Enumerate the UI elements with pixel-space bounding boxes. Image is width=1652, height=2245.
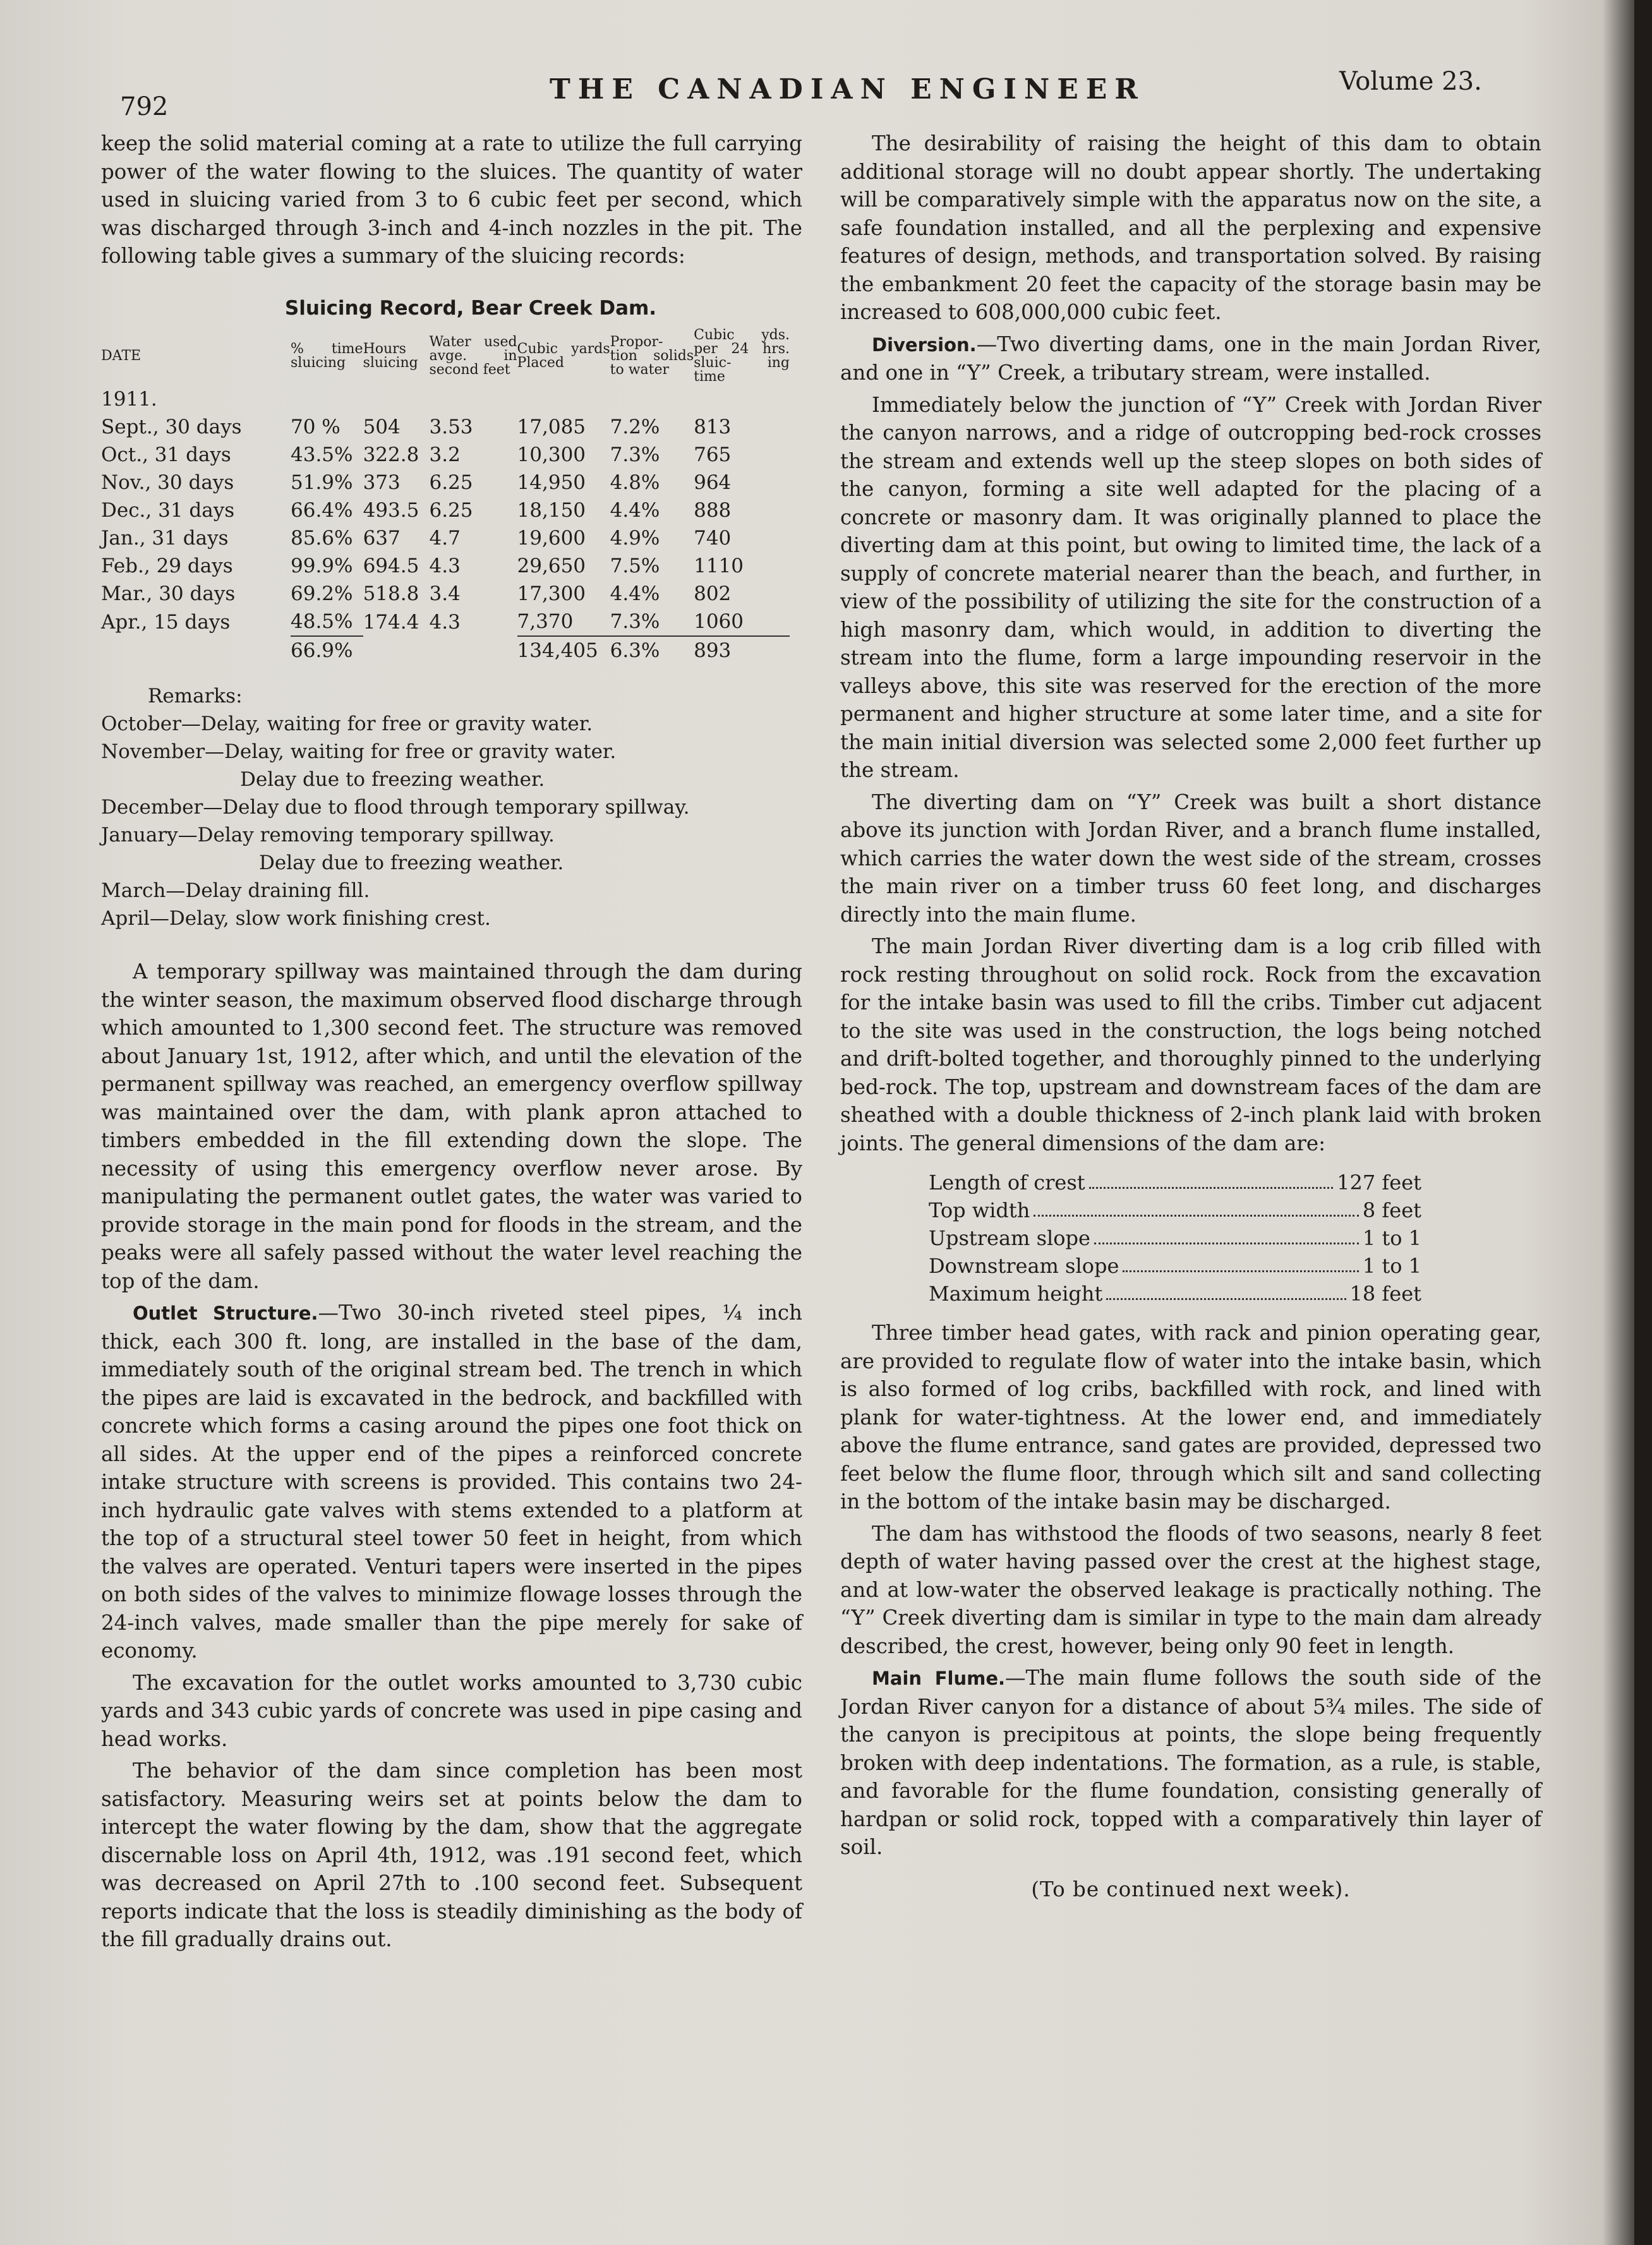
table-header-cell: DATE	[101, 348, 142, 364]
table-cell: Jan., 31 days	[101, 527, 229, 550]
table-cell: 174.4	[363, 610, 419, 634]
table-cell: 322.8	[363, 443, 419, 466]
dimension-label: Top width	[929, 1198, 1030, 1222]
dimensions-list	[929, 1169, 1421, 1308]
table-header-cell: Cubic yards Placed	[517, 341, 610, 371]
sluicing-table	[101, 327, 790, 665]
dimension-label: Upstream slope	[929, 1226, 1090, 1250]
table-cell: 99.9%	[291, 555, 353, 577]
table-cell: 17,085	[517, 416, 586, 438]
table-row	[101, 469, 790, 497]
dimension-label: Maximum height	[929, 1282, 1103, 1306]
dimension-row	[929, 1169, 1421, 1196]
continued-note: (To be continued next week).	[1031, 1877, 1351, 1901]
table-header-cell: Hours sluicing	[363, 341, 418, 371]
binding-shadow	[1634, 0, 1652, 2245]
table-cell: 740	[694, 527, 732, 550]
table-cell: 637	[363, 527, 401, 550]
leader-dots	[1094, 1224, 1359, 1244]
table-cell: 7.2%	[610, 416, 660, 438]
table-cell: 518.8	[363, 582, 419, 605]
remark-line: January—Delay removing temporary spillway.	[101, 824, 555, 846]
table-header-cell: Water used avge. in second feet	[429, 334, 517, 378]
table-total-cell	[430, 636, 517, 665]
table-cell: Dec., 31 days	[101, 499, 235, 522]
table-cell: 18,150	[517, 499, 586, 522]
table-body	[101, 385, 790, 665]
dimension-value: 127 feet	[1337, 1171, 1421, 1195]
table-row	[101, 524, 790, 552]
table-cell: 10,300	[517, 443, 586, 466]
table-cell: 964	[694, 471, 732, 494]
table-cell: Feb., 29 days	[101, 555, 233, 577]
table-row	[101, 497, 790, 524]
table-total-cell: 893	[694, 636, 790, 665]
behavior-paragraph: The behavior of the dam since completion has been most satisfactory. Measuring weirs set at points below the dam to intercept the water flowing by the dam, show that the aggregate discernable loss on April 4th, 1912, was .191 second feet, which was decreased on April 27th to .100 second feet. Subsequent reports indicate that the loss is steadily diminishing as the body of the fill gradually drains out.	[101, 1759, 802, 1951]
diversion-text: —Two diverting dams, one in the main Jordan River, and one in “Y” Creek, a tributary stream, were installed.	[840, 332, 1541, 385]
table-cell: 3.2	[429, 443, 461, 466]
table-cell: 373	[363, 471, 401, 494]
dimension-value: 1 to 1	[1362, 1254, 1421, 1278]
table-cell: 694.5	[363, 555, 419, 577]
table-cell: 3.53	[429, 416, 473, 438]
table-total-cell	[101, 636, 291, 665]
excavation-paragraph: The excavation for the outlet works amounted to 3,730 cubic yards and 343 cubic yards of concrete was used in pipe casing and head works.	[101, 1670, 802, 1751]
withstood-paragraph: The dam has withstood the floods of two seasons, nearly 8 feet depth of water having passed over the crest at the highest stage, and at low-water the observed leakage is practically nothing. The “Y” Creek diverting dam is similar in type to the main dam already described, the crest, however, being only 90 feet in length.	[840, 1521, 1541, 1658]
table-cell: 1060	[694, 610, 744, 633]
outlet-heading: Outlet Structure.	[133, 1303, 318, 1324]
intro-paragraph: keep the solid material coming at a rate to utilize the full carrying power of the water flowing to the sluices. The quantity of water used in sluicing varied from 3 to 6 cubic feet per second, which was discharged through 3-inch and 4-inch nozzles in the pit. The following table gives a summary of the sluicing records:	[101, 131, 802, 268]
table-header-cell: Propor- tion solids to water	[610, 334, 694, 378]
table-cell: 19,600	[517, 527, 586, 550]
table-cell: 4.8%	[610, 471, 660, 494]
table-cell: 7,370	[517, 610, 574, 633]
table-row	[101, 552, 790, 580]
table-header-cell: % time sluicing	[291, 341, 363, 371]
table-totals-row	[101, 636, 790, 665]
crib-paragraph: The main Jordan River diverting dam is a log crib filled with rock resting throughout on solid rock. Rock from the excavation for the intake basin was used to fill the cribs. Timber cut adjacent to the site was used in the construction, the logs being notched and drift-bolted together, and thoroughly pinned to the underlying bed-rock. The top, upstream and downstream faces of the dam are sheathed with a double thickness of 2-inch plank laid with broken joints. The general dimensions of the dam are:	[840, 934, 1541, 1155]
dimension-row	[929, 1280, 1421, 1308]
dimension-label: Length of crest	[929, 1171, 1085, 1195]
outlet-text: —Two 30-inch riveted steel pipes, ¼ inch thick, each 300 ft. long, are installed in the base of the dam, immediately south of the original stream bed. The trench in which the pipes are laid is excavated in the bedrock, and backfilled with concrete which forms a casing around the pipes one foot thick on all sides. At the upper end of the pipes a reinforced concrete intake structure with screens is provided. This contains two 24-inch hydraulic gate valves with stems extended to a platform at the top of a structural steel tower 50 feet in height, from which the valves are operated. Venturi tapers were inserted in the pipes on both sides of the valves to minimize flowage losses through the 24-inch valves, made smaller than the pipe merely for sake of economy.	[101, 1301, 802, 1663]
table-header-cell: Cubic yds. per 24 hrs. sluic- ing time	[694, 327, 790, 385]
dimension-label: Downstream slope	[929, 1254, 1119, 1278]
table-cell: 504	[363, 416, 401, 438]
table-cell: 85.6%	[291, 527, 353, 550]
ycreek-paragraph: The diverting dam on “Y” Creek was built a short distance above its junction with Jordan River, and a branch flume installed, which carries the water down the west side of the stream, crosses the main river on a timber truss 60 feet long, and discharges directly into the main flume.	[840, 790, 1541, 927]
table-cell: 765	[694, 443, 732, 466]
page-header	[0, 61, 1652, 121]
journal-title: THE CANADIAN ENGINEER	[550, 73, 1145, 105]
table-cell: 43.5%	[291, 443, 353, 466]
table-cell: 4.3	[429, 610, 461, 634]
table-cell: 6.25	[429, 471, 473, 494]
remark-line: December—Delay due to flood through temporary spillway.	[101, 796, 690, 819]
table-cell: 3.4	[429, 582, 461, 605]
table-total-cell	[363, 636, 430, 665]
remarks-heading: Remarks:	[148, 685, 243, 707]
junction-paragraph: Immediately below the junction of “Y” Creek with Jordan River the canyon narrows, and a ridge of outcropping bed-rock crosses the stream and extends well up the steep slopes on both sides of the canyon, forming a site well adapted for the placing of a concrete or masonry dam. It was originally planned to place the diverting dam at this point, but owing to limited time, the lack of a supply of concrete material nearer than the beach, and further, in view of the possibility of utilizing the site for the construction of a high masonry dam, which would, in addition to diverting the stream into the flume, form a large impounding reservoir in the valleys above, this site was reserved for the erection of the more permanent and higher structure at some later time, and a site for the main initial diversion was selected some 2,000 feet further up the stream.	[840, 392, 1541, 782]
remark-line: April—Delay, slow work finishing crest.	[101, 907, 491, 930]
diversion-heading: Diversion.	[872, 334, 977, 356]
outlet-paragraph	[101, 1299, 802, 1665]
table-cell: Nov., 30 days	[101, 471, 234, 494]
table-cell: Apr., 15 days	[101, 610, 231, 634]
right-column	[840, 129, 1541, 1903]
remark-line: October—Delay, waiting for free or gravity water.	[101, 713, 593, 735]
leader-dots	[1123, 1252, 1358, 1272]
table-row	[101, 608, 790, 636]
dimension-value: 18 feet	[1349, 1282, 1421, 1306]
table-row	[101, 441, 790, 469]
table-cell: 888	[694, 499, 732, 522]
flume-heading: Main Flume.	[872, 1668, 1006, 1689]
remarks-block	[101, 682, 802, 932]
remark-line: Delay due to freezing weather.	[259, 852, 564, 874]
table-cell: 7.3%	[610, 443, 660, 466]
table-total-cell: 134,405	[517, 636, 610, 665]
left-column	[101, 129, 802, 1958]
diversion-paragraph	[840, 330, 1541, 387]
table-cell: 4.9%	[610, 527, 660, 550]
remark-line: March—Delay draining fill.	[101, 879, 370, 902]
table-cell: 48.5%	[291, 610, 353, 633]
leader-dots	[1034, 1196, 1359, 1217]
table-cell: 802	[694, 582, 732, 605]
table-cell: 493.5	[363, 499, 419, 522]
table-cell: 51.9%	[291, 471, 353, 494]
table-cell: 4.4%	[610, 499, 660, 522]
dimension-row	[929, 1252, 1421, 1280]
leader-dots	[1106, 1280, 1346, 1300]
table-cell: 66.4%	[291, 499, 353, 522]
table-year: 1911.	[101, 388, 157, 411]
table-cell: 29,650	[517, 555, 586, 577]
spillway-paragraph: A temporary spillway was maintained through the dam during the winter season, the maximum observed flood discharge through which amounted to 1,300 second feet. The structure was removed about January 1st, 1912, after which, and until the elevation of the permanent spillway was reached, an emergency overflow spillway was maintained over the dam, with plank apron attached to timbers embedded in the fill extending down the slope. The necessity of using this emergency overflow never arose. By manipulating the permanent outlet gates, the water was varied to provide storage in the main pond for floods in the stream, and the peaks were all safely passed without the water level reaching the top of the dam.	[101, 960, 802, 1293]
table-cell: 17,300	[517, 582, 586, 605]
table-cell: 14,950	[517, 471, 586, 494]
table-cell: 4.3	[429, 555, 461, 577]
dimension-row	[929, 1196, 1421, 1224]
dimension-value: 8 feet	[1362, 1198, 1421, 1222]
headgates-paragraph: Three timber head gates, with rack and pinion operating gear, are provided to regulate flow of water into the intake basin, which is also formed of log cribs, backfilled with rock, and lined with plank for water-tightness. At the lower end, and immediately above the flume entrance, sand gates are provided, depressed two feet below the flume floor, through which silt and sand collecting in the bottom of the intake basin may be discharged.	[840, 1321, 1541, 1514]
table-cell: Sept., 30 days	[101, 416, 242, 438]
flume-paragraph	[840, 1664, 1541, 1862]
leader-dots	[1089, 1169, 1334, 1189]
table-cell: 70 %	[291, 416, 341, 438]
table-total-cell: 66.9%	[291, 636, 363, 665]
table-cell: 813	[694, 416, 732, 438]
table-cell: 4.4%	[610, 582, 660, 605]
table-cell: 7.5%	[610, 555, 660, 577]
raising-paragraph: The desirability of raising the height of this dam to obtain additional storage will no doubt appear shortly. The undertaking will be comparatively simple with the apparatus now on the site, a safe foundation installed, and all the perplexing and expensive features of design, methods, and transportation solved. By raising the embankment 20 feet the capacity of the storage basin may be increased to 608,000,000 cubic feet.	[840, 131, 1541, 324]
dimension-value: 1 to 1	[1362, 1226, 1421, 1250]
table-cell: Oct., 31 days	[101, 443, 231, 466]
table-cell: 6.25	[429, 499, 473, 522]
table-header-row	[101, 327, 790, 385]
remark-line: Delay due to freezing weather.	[240, 768, 545, 791]
dimension-row	[929, 1224, 1421, 1252]
table-cell: 7.3%	[610, 610, 660, 633]
table-cell: 1110	[694, 555, 744, 577]
table-row	[101, 413, 790, 441]
remark-line: November—Delay, waiting for free or gravity water.	[101, 740, 617, 763]
table-title: Sluicing Record, Bear Creek Dam.	[284, 296, 657, 320]
table-cell: 69.2%	[291, 582, 353, 605]
table-cell: Mar., 30 days	[101, 582, 236, 605]
page-number: 792	[120, 92, 169, 121]
flume-text: —The main flume follows the south side of the Jordan River canyon for a distance of about 5¾ miles. The side of the canyon is precipitous at points, the slope being frequently broken with deep indentations. The formation, as a rule, is stable, and favorable for the flume foundation, consisting generally of hardpan or solid rock, topped with a comparatively thin layer of soil.	[840, 1666, 1541, 1859]
table-row	[101, 580, 790, 608]
table-cell: 4.7	[429, 527, 461, 550]
table-total-cell: 6.3%	[610, 636, 694, 665]
volume-label: Volume 23.	[1339, 67, 1482, 96]
